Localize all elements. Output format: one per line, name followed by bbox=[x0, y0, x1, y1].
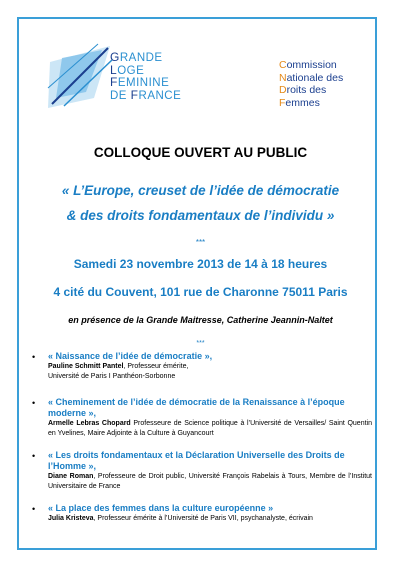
event-title-line-1: « L’Europe, creuset de l’idée de démocratie bbox=[61, 183, 340, 198]
cndf-word: emmes bbox=[285, 96, 320, 109]
cndf-cap: D bbox=[279, 84, 287, 96]
glf-word: OGE bbox=[117, 64, 145, 77]
presence-line: en présence de la Grande Maitresse, Catherine Jeannin-Naltet bbox=[68, 315, 333, 325]
speaker-info bbox=[48, 362, 372, 382]
talk-title: « La place des femmes dans la culture européenne » bbox=[48, 503, 274, 513]
speaker-info bbox=[48, 472, 372, 492]
cndf-cap: F bbox=[279, 96, 286, 109]
speaker-name: Armelle Lebras Chopard bbox=[48, 420, 131, 427]
list-item bbox=[32, 503, 372, 524]
talk-list bbox=[32, 351, 372, 524]
bullet-icon: • bbox=[32, 451, 36, 461]
cndf-logo-text bbox=[279, 59, 343, 109]
list-item bbox=[32, 351, 372, 382]
cndf-cap: C bbox=[279, 59, 287, 71]
list-item bbox=[32, 450, 372, 492]
speaker-info bbox=[48, 419, 372, 439]
speaker-details: Université de Paris I Panthéon-Sorbonne bbox=[48, 373, 176, 380]
cndf-word: ationale des bbox=[286, 71, 344, 84]
cndf-word: ommission bbox=[286, 59, 337, 71]
bullet-icon: • bbox=[32, 352, 36, 362]
colloque-heading: COLLOQUE OUVERT AU PUBLIC bbox=[93, 145, 308, 160]
glf-cap: L bbox=[110, 62, 118, 77]
glf-cap: F bbox=[110, 75, 118, 89]
talk-title: « Naissance de l’idée de démocratie », bbox=[48, 351, 213, 361]
bullet-icon: • bbox=[32, 398, 36, 408]
separator-stars-2: *** bbox=[196, 340, 205, 347]
glf-word: RANDE bbox=[119, 52, 163, 64]
cndf-cap: N bbox=[279, 71, 287, 84]
bullet-icon: • bbox=[32, 504, 36, 514]
glf-cap: F bbox=[130, 87, 139, 102]
talk-title: « Les droits fondamentaux et la Déclaration Universelle des Droits de l’Homme », bbox=[48, 450, 345, 471]
cndf-word: roits des bbox=[286, 84, 327, 96]
speaker-name: Pauline Schmitt Pantel bbox=[48, 363, 124, 370]
glf-word: EMININE bbox=[117, 77, 170, 89]
speaker-details: , Professeur émérite, bbox=[123, 363, 189, 370]
talk-title: « Cheminement de l’idée de démocratie de la Renaissance à l’époque moderne », bbox=[48, 397, 345, 418]
event-date: Samedi 23 novembre 2013 de 14 à 18 heures bbox=[73, 257, 328, 271]
separator-stars: *** bbox=[195, 238, 206, 247]
speaker-details: , Professeure de Droit public, Université François Rabelais à Tours, Membre de l’Institut Universitaire de France bbox=[48, 473, 373, 490]
speaker-name: Julia Kristeva bbox=[48, 515, 94, 522]
glf-logo-text bbox=[110, 52, 181, 102]
speaker-details: , Professeur émérite à l’Université de Paris VII, psychanalyste, écrivain bbox=[93, 515, 313, 522]
event-title-line-2: & des droits fondamentaux de l’individu » bbox=[66, 208, 335, 223]
list-item bbox=[32, 397, 372, 439]
speaker-info bbox=[48, 514, 372, 524]
event-address: 4 cité du Couvent, 101 rue de Charonne 75011 Paris bbox=[53, 285, 348, 299]
speaker-name: Diane Roman bbox=[48, 473, 94, 480]
glf-word: DE bbox=[110, 89, 131, 102]
glf-word: RANCE bbox=[138, 89, 182, 102]
glf-cap: G bbox=[110, 50, 120, 64]
speaker-details: Professeure de Science politique à l’Université de Versailles/ Saint Quentin en Yvelines, Maire Adjointe à la Culture à Guyancourt bbox=[48, 420, 372, 437]
